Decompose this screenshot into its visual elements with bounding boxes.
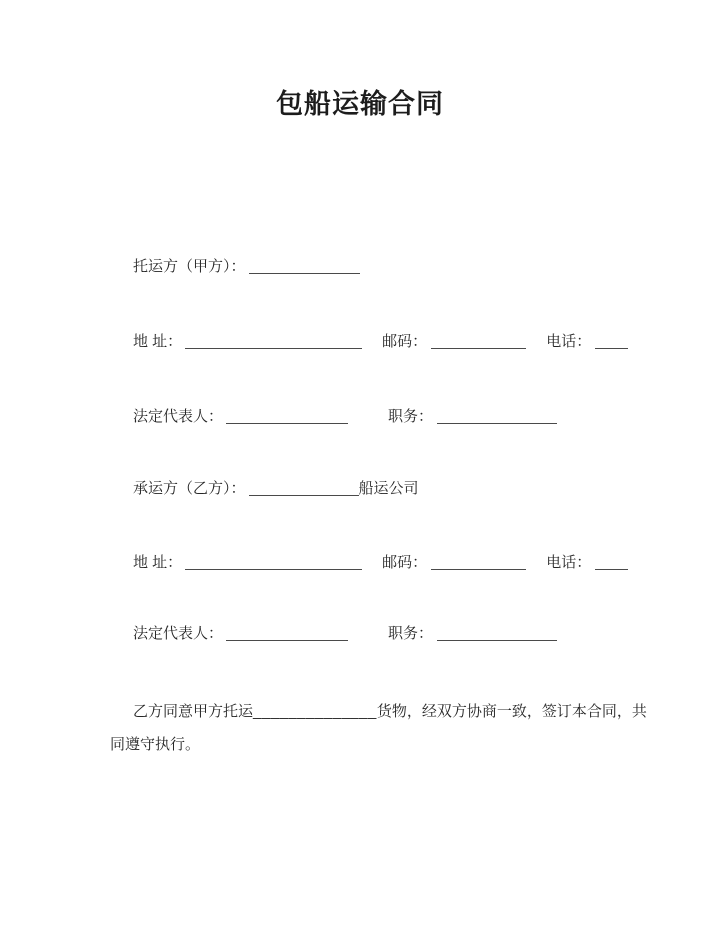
- party-b-position-blank[interactable]: [437, 625, 557, 641]
- party-a-address-blank[interactable]: [185, 333, 362, 349]
- party-a-position-blank[interactable]: [437, 408, 557, 424]
- party-a-phone-label: 电话：: [546, 333, 592, 350]
- party-b-name-blank[interactable]: [249, 480, 359, 496]
- party-a-position-label: 职务：: [388, 408, 434, 425]
- party-b-legal-rep-label: 法定代表人：: [133, 625, 224, 642]
- party-a-legal-rep-blank[interactable]: [226, 408, 348, 424]
- party-b-postcode-blank[interactable]: [431, 554, 526, 570]
- party-b-address-blank[interactable]: [185, 554, 362, 570]
- party-a-name-row: [133, 255, 360, 277]
- party-a-name-label: 托运方（甲方）：: [133, 258, 246, 275]
- agreement-text-line2: 同遵守执行。: [110, 736, 201, 753]
- party-b-address-row: [133, 551, 628, 573]
- party-a-legal-rep-label: 法定代表人：: [133, 408, 224, 425]
- party-b-position-label: 职务：: [388, 625, 434, 642]
- party-b-postcode-label: 邮码：: [382, 554, 428, 571]
- party-b-name-label: 承运方（乙方）：: [133, 480, 246, 497]
- party-a-postcode-label: 邮码：: [382, 333, 428, 350]
- party-a-name-blank[interactable]: [249, 258, 360, 274]
- agreement-goods-blank[interactable]: ______________: [253, 703, 377, 720]
- party-a-postcode-blank[interactable]: [431, 333, 526, 349]
- party-b-legal-rep-row: [133, 622, 557, 644]
- agreement-paragraph: [110, 695, 650, 761]
- agreement-text-suffix: 货物，经双方协商一致，签订本合同，共: [376, 703, 647, 720]
- party-a-address-label: 地 址：: [133, 333, 183, 350]
- party-b-phone-blank[interactable]: [595, 554, 628, 570]
- party-b-legal-rep-blank[interactable]: [226, 625, 348, 641]
- party-a-phone-blank[interactable]: [595, 333, 628, 349]
- party-b-name-row: [133, 477, 419, 499]
- party-b-company-suffix: 船运公司: [358, 480, 419, 497]
- agreement-text-prefix: 乙方同意甲方托运: [133, 703, 254, 720]
- party-a-legal-rep-row: [133, 405, 557, 427]
- document-title: 包船运输合同: [276, 89, 444, 119]
- party-b-address-label: 地 址：: [133, 554, 183, 571]
- party-b-phone-label: 电话：: [546, 554, 592, 571]
- party-a-address-row: [133, 330, 628, 352]
